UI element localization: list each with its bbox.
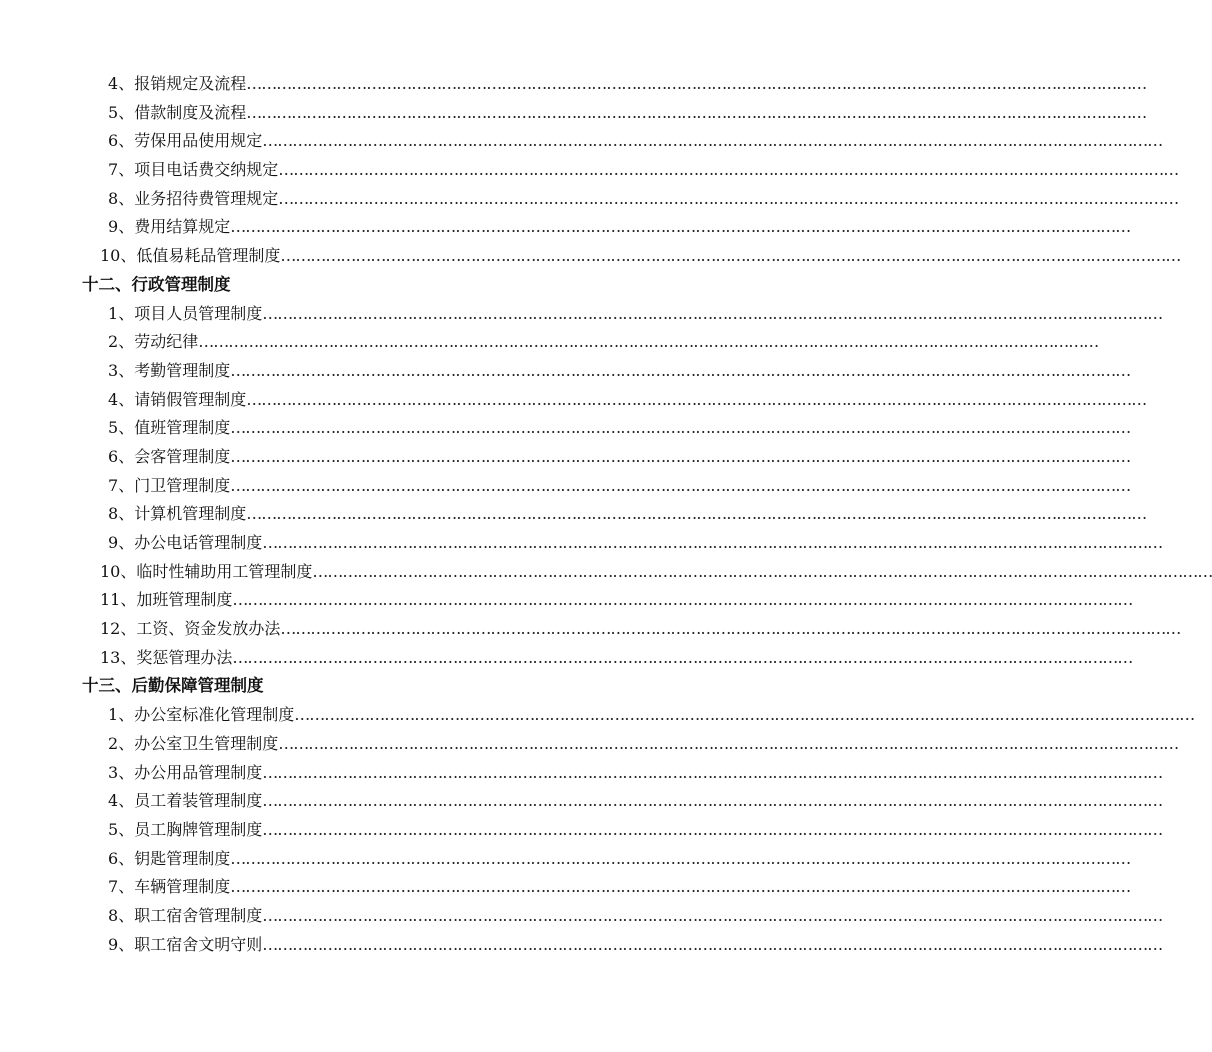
toc-entry-title: 办公电话管理制度 — [134, 533, 263, 552]
toc-entry[interactable] — [108, 873, 1131, 902]
toc-entry-title: 加班管理制度 — [136, 590, 233, 610]
toc-entry-number: 4 — [108, 389, 119, 409]
toc-entry-number: 2 — [108, 332, 119, 352]
toc-entry-row — [0, 730, 1179, 759]
toc-entry[interactable] — [108, 472, 1131, 501]
section-heading-row — [0, 271, 744, 300]
toc-entry[interactable] — [108, 99, 1147, 128]
toc-entry[interactable] — [108, 328, 1099, 357]
toc-entry-title: 低值易耗品管理制度 — [136, 246, 281, 266]
toc-entry-number: 6 — [108, 446, 119, 466]
section-heading: 十三、后勤保障管理制度 — [82, 676, 264, 696]
dot-leader: ……………………………………………………………………………………………………………………………………………………………… — [230, 475, 1131, 495]
toc-entry-separator: 、 — [118, 360, 135, 380]
toc-entry-row — [0, 873, 1131, 902]
toc-entry-row — [0, 443, 1131, 472]
toc-entry[interactable] — [108, 845, 1131, 874]
toc-entry-row — [0, 242, 1181, 271]
toc-entry-number: 5 — [108, 819, 119, 839]
toc-entry-title: 员工胸牌管理制度 — [134, 819, 263, 839]
dot-leader: ……………………………………………………………………………………………………………………………………………………………… — [262, 533, 1163, 552]
toc-entry-separator: 、 — [118, 905, 135, 925]
toc-entry-title: 办公用品管理制度 — [134, 762, 263, 782]
toc-entry-row — [0, 845, 1131, 874]
toc-entry-separator: 、 — [118, 762, 135, 782]
toc-entry-title: 项目人员管理制度 — [134, 303, 263, 323]
dot-leader: ……………………………………………………………………………………………………………………………………………………………… — [262, 905, 1163, 925]
toc-entry-separator: 、 — [118, 475, 135, 495]
toc-entry[interactable] — [108, 414, 1131, 443]
toc-entry-row — [0, 414, 1131, 443]
toc-entry-number: 10 — [100, 561, 121, 581]
toc-entry[interactable] — [108, 529, 1163, 558]
toc-entry-title: 员工着装管理制度 — [134, 791, 263, 811]
toc-entry-row — [0, 386, 1147, 415]
toc-entry-row — [0, 816, 1163, 845]
dot-leader: ……………………………………………………………………………………………………………………………………………………………… — [280, 619, 1181, 639]
toc-entry-separator: 、 — [118, 791, 135, 811]
toc-entry-row — [0, 787, 1163, 816]
section-heading: 十二、行政管理制度 — [82, 274, 231, 294]
dot-leader: ……………………………………………………………………………………………………………………………………………………………… — [230, 418, 1131, 438]
toc-entry-title: 临时性辅助用工管理制度 — [136, 561, 313, 581]
toc-entry-row — [0, 472, 1131, 501]
dot-leader: ……………………………………………………………………………………………………………………………………………………………… — [198, 332, 1099, 352]
toc-entry-separator: 、 — [120, 647, 137, 667]
toc-entry-number: 3 — [108, 762, 119, 782]
dot-leader: ……………………………………………………………………………………………………………………………………………………………… — [230, 360, 1131, 380]
toc-entry-row — [0, 328, 1099, 357]
toc-entry-separator: 、 — [118, 102, 135, 122]
dot-leader: ……………………………………………………………………………………………………………………………………………………………… — [230, 877, 1131, 897]
dot-leader: ……………………………………………………………………………………………………………………………………………………………… — [262, 762, 1163, 782]
toc-entry-row — [0, 931, 1163, 960]
toc-entry[interactable] — [108, 127, 1163, 156]
toc-entry-title: 考勤管理制度 — [134, 360, 231, 380]
toc-entry-number: 11 — [100, 590, 121, 610]
toc-entry[interactable] — [100, 644, 1133, 673]
toc-entry[interactable] — [108, 213, 1131, 242]
toc-entry-separator: 、 — [118, 733, 135, 753]
dot-leader: ……………………………………………………………………………………………………………………………………………………………… — [278, 160, 1179, 180]
toc-entry-row — [0, 500, 1147, 529]
toc-entry-separator: 、 — [118, 418, 135, 438]
toc-entry-row — [0, 644, 1133, 673]
dot-leader: ……………………………………………………………………………………………………………………………………………………………… — [232, 647, 1133, 667]
toc-entry-title: 车辆管理制度 — [134, 877, 231, 897]
toc-entry-title: 值班管理制度 — [134, 418, 231, 438]
toc-entry-title: 钥匙管理制度 — [134, 848, 231, 868]
toc-entry-separator: 、 — [118, 877, 135, 897]
toc-entry-separator: 、 — [118, 332, 135, 352]
toc-entry-row — [0, 213, 1131, 242]
toc-entry-number: 5 — [108, 418, 119, 438]
toc-entry-number: 8 — [108, 188, 119, 208]
toc-entry-number: 7 — [108, 877, 119, 897]
toc-entry-title: 劳动纪律 — [134, 332, 199, 352]
toc-entry[interactable] — [108, 816, 1163, 845]
dot-leader: ……………………………………………………………………………………………………………………………………………………………… — [230, 446, 1131, 466]
toc-entry-separator: 、 — [118, 303, 135, 323]
toc-entry-number: 3 — [108, 360, 119, 380]
toc-entry[interactable] — [108, 500, 1147, 529]
toc-entry-row — [0, 185, 1179, 214]
toc-entry[interactable] — [108, 156, 1179, 185]
toc-entry-row — [0, 99, 1147, 128]
toc-entry-row — [0, 357, 1131, 386]
toc-entry[interactable] — [108, 730, 1179, 759]
dot-leader: ……………………………………………………………………………………………………………………………………………………………… — [262, 791, 1163, 811]
toc-entry-separator: 、 — [118, 131, 135, 151]
toc-entry-number: 1 — [108, 303, 119, 323]
dot-leader: ……………………………………………………………………………………………………………………………………………………………… — [294, 705, 1195, 725]
dot-leader: ……………………………………………………………………………………………………………………………………………………………… — [230, 848, 1131, 868]
table-of-contents — [0, 70, 1212, 959]
toc-entry-title: 请销假管理制度 — [134, 389, 247, 409]
toc-entry-number: 9 — [108, 533, 119, 552]
toc-entry-title: 计算机管理制度 — [134, 504, 247, 524]
toc-entry-separator: 、 — [118, 504, 135, 524]
toc-entry-number: 7 — [108, 475, 119, 495]
toc-entry[interactable] — [100, 586, 1133, 615]
toc-entry[interactable] — [108, 443, 1131, 472]
toc-entry[interactable] — [108, 300, 1163, 329]
toc-entry-number: 9 — [108, 217, 119, 237]
toc-entry[interactable] — [108, 701, 1195, 730]
toc-entry-separator: 、 — [118, 533, 135, 552]
toc-entry-row — [0, 701, 1195, 730]
dot-leader: ……………………………………………………………………………………………………………………………………………………………… — [278, 188, 1179, 208]
toc-entry-separator: 、 — [118, 160, 135, 180]
toc-entry-number: 4 — [108, 791, 119, 811]
toc-entry[interactable] — [108, 386, 1147, 415]
toc-entry-number: 12 — [100, 619, 121, 639]
toc-entry-title: 借款制度及流程 — [134, 102, 247, 122]
toc-entry-number: 6 — [108, 848, 119, 868]
toc-entry[interactable] — [100, 558, 1212, 587]
dot-leader: ……………………………………………………………………………………………………………………………………………………………… — [232, 590, 1133, 610]
toc-entry-separator: 、 — [118, 217, 135, 237]
toc-entry-separator: 、 — [118, 389, 135, 409]
toc-entry-row — [0, 70, 1147, 99]
dot-leader: ……………………………………………………………………………………………………………………………………………………………… — [262, 819, 1163, 839]
dot-leader: ……………………………………………………………………………………………………………………………………………………………… — [262, 303, 1163, 323]
dot-leader: ……………………………………………………………………………………………………………………………………………………………… — [312, 561, 1212, 581]
dot-leader: ……………………………………………………………………………………………………………………………………………………………… — [230, 217, 1131, 237]
toc-entry-row — [0, 300, 1163, 329]
dot-leader: ……………………………………………………………………………………………………………………………………………………………… — [246, 74, 1147, 93]
toc-entry-number: 1 — [108, 705, 119, 725]
toc-entry-title: 报销规定及流程 — [134, 74, 247, 93]
toc-entry-title: 业务招待费管理规定 — [134, 188, 279, 208]
toc-entry-title: 职工宿舍管理制度 — [134, 905, 263, 925]
toc-entry-separator: 、 — [120, 246, 137, 266]
toc-entry[interactable] — [108, 70, 1147, 99]
toc-entry-title: 职工宿舍文明守则 — [134, 934, 263, 954]
toc-entry-title: 项目电话费交纳规定 — [134, 160, 279, 180]
dot-leader: ……………………………………………………………………………………………………………………………………………………………… — [246, 102, 1147, 122]
dot-leader: ……………………………………………………………………………………………………………………………………………………………… — [246, 389, 1147, 409]
toc-entry[interactable] — [108, 759, 1163, 788]
toc-entry[interactable] — [100, 615, 1181, 644]
toc-entry[interactable] — [108, 357, 1131, 386]
toc-entry-separator: 、 — [118, 848, 135, 868]
toc-entry-number: 8 — [108, 905, 119, 925]
toc-entry[interactable] — [108, 787, 1163, 816]
toc-entry-title: 工资、资金发放办法 — [136, 619, 281, 639]
toc-entry-number: 7 — [108, 160, 119, 180]
toc-entry-number: 2 — [108, 733, 119, 753]
toc-entry-title: 办公室标准化管理制度 — [134, 705, 295, 725]
toc-entry-separator: 、 — [120, 561, 137, 581]
toc-entry-number: 5 — [108, 102, 119, 122]
dot-leader: ……………………………………………………………………………………………………………………………………………………………… — [262, 934, 1163, 954]
toc-entry-separator: 、 — [118, 446, 135, 466]
toc-entry-number: 4 — [108, 74, 119, 93]
toc-entry-number: 6 — [108, 131, 119, 151]
toc-entry[interactable] — [108, 902, 1163, 931]
dot-leader: ……………………………………………………………………………………………………………………………………………………………… — [280, 246, 1181, 266]
toc-entry-title: 奖惩管理办法 — [136, 647, 233, 667]
toc-entry-row — [0, 558, 1212, 587]
toc-entry-separator: 、 — [118, 934, 135, 954]
toc-entry-row — [0, 902, 1163, 931]
toc-entry-separator: 、 — [118, 705, 135, 725]
toc-entry-number: 8 — [108, 504, 119, 524]
toc-entry-separator: 、 — [118, 819, 135, 839]
toc-entry-title: 办公室卫生管理制度 — [134, 733, 279, 753]
toc-entry[interactable] — [108, 185, 1179, 214]
toc-entry-separator: 、 — [120, 590, 137, 610]
toc-entry-separator: 、 — [118, 74, 135, 93]
dot-leader: ……………………………………………………………………………………………………………………………………………………………… — [246, 504, 1147, 524]
dot-leader: ……………………………………………………………………………………………………………………………………………………………… — [278, 733, 1179, 753]
dot-leader: ……………………………………………………………………………………………………………………………………………………………… — [262, 131, 1163, 151]
toc-entry-number: 9 — [108, 934, 119, 954]
toc-entry-row — [0, 586, 1133, 615]
toc-entry-separator: 、 — [120, 619, 137, 639]
toc-entry-number: 13 — [100, 647, 121, 667]
toc-entry-row — [0, 156, 1179, 185]
toc-entry-number: 10 — [100, 246, 121, 266]
toc-entry-title: 会客管理制度 — [134, 446, 231, 466]
toc-entry-row — [0, 529, 1163, 558]
toc-entry-title: 费用结算规定 — [134, 217, 231, 237]
toc-entry-title: 劳保用品使用规定 — [134, 131, 263, 151]
toc-entry[interactable] — [100, 242, 1181, 271]
toc-entry-row — [0, 615, 1181, 644]
toc-entry[interactable] — [108, 931, 1163, 960]
toc-entry-title: 门卫管理制度 — [134, 475, 231, 495]
toc-entry-row — [0, 759, 1163, 788]
section-heading-row — [0, 672, 744, 701]
toc-entry-separator: 、 — [118, 188, 135, 208]
toc-entry-row — [0, 127, 1163, 156]
